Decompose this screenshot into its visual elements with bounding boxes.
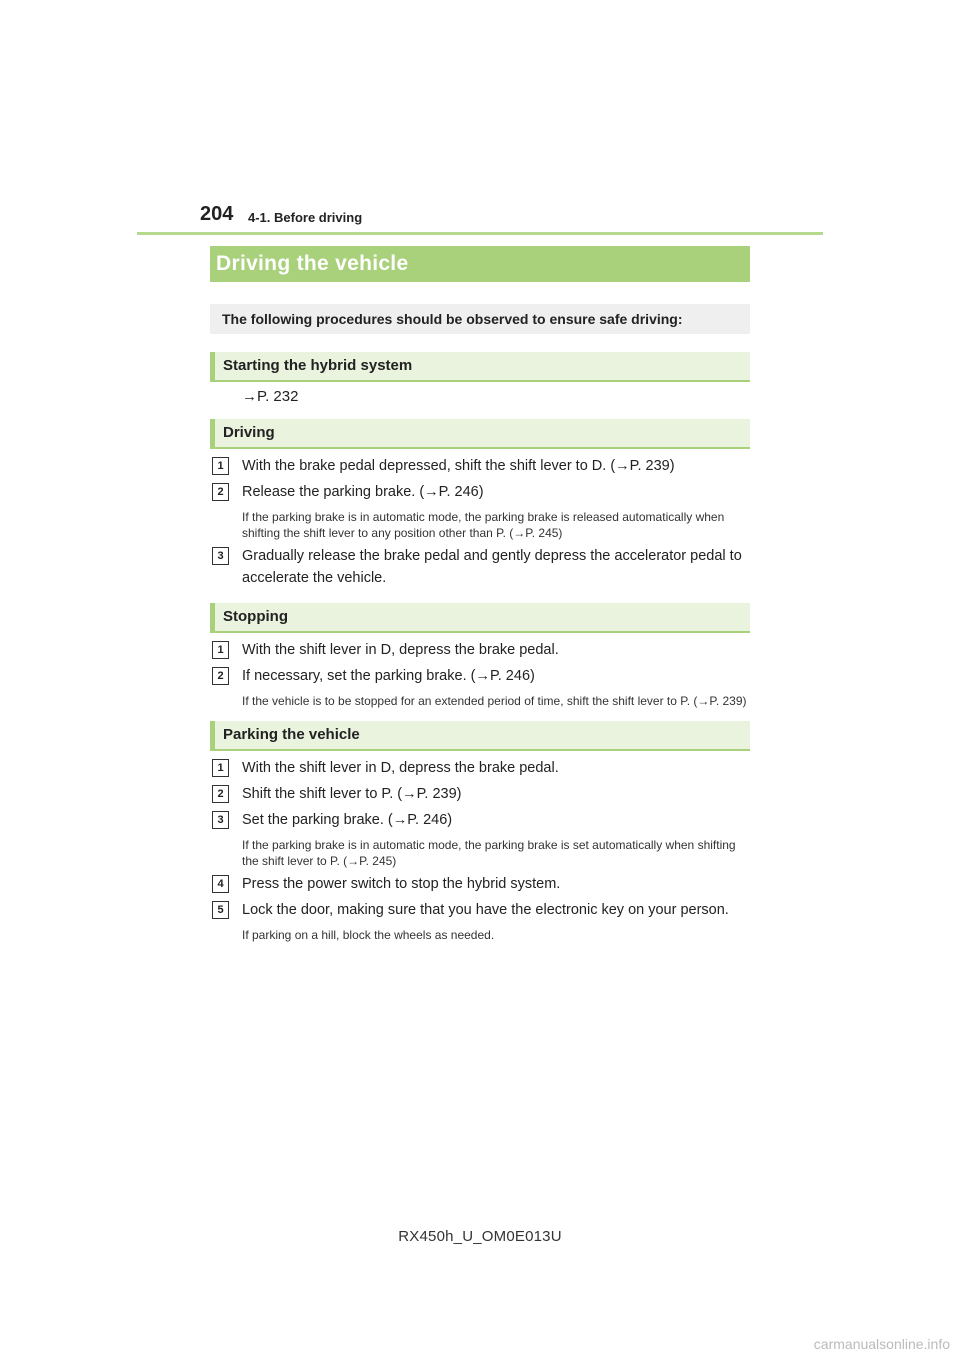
- stopping-steps: [210, 639, 750, 709]
- header-divider: [137, 232, 823, 235]
- step-item: [210, 783, 750, 805]
- step-text: With the shift lever in D, depress the brake pedal.: [242, 642, 559, 658]
- step-note: If the parking brake is in automatic mode, the parking brake is set automatically when shifting the shift lever to P. (→P. 245): [242, 838, 736, 868]
- step-number: 2: [212, 785, 229, 803]
- step-number: 1: [212, 759, 229, 777]
- step-item: [210, 809, 750, 831]
- section-label: 4-1. Before driving: [248, 210, 363, 225]
- section-heading-driving: Driving: [210, 419, 750, 449]
- step-text: Press the power switch to stop the hybrid system.: [242, 876, 561, 892]
- document-code: RX450h_U_OM0E013U: [398, 1228, 562, 1245]
- step-number: 2: [212, 667, 229, 685]
- step-item: [210, 757, 750, 779]
- section-heading-starting: Starting the hybrid system: [210, 352, 750, 382]
- step-number: 2: [212, 483, 229, 501]
- step-item: [210, 873, 750, 895]
- step-number: 1: [212, 641, 229, 659]
- step-text: With the brake pedal depressed, shift the shift lever to D. (→P. 239): [242, 458, 675, 474]
- step-text: Release the parking brake. (→P. 246): [242, 484, 484, 500]
- intro-text: The following procedures should be observed to ensure safe driving:: [210, 304, 750, 334]
- page-title: Driving the vehicle: [210, 246, 750, 282]
- step-text: If necessary, set the parking brake. (→P. 246): [242, 668, 535, 684]
- step-note: If parking on a hill, block the wheels as needed.: [242, 928, 495, 942]
- page-reference: →P. 232: [242, 388, 299, 405]
- step-text: Lock the door, making sure that you have the electronic key on your person.: [242, 902, 729, 918]
- step-number: 3: [212, 547, 229, 565]
- step-item: [210, 455, 750, 477]
- step-item: [210, 665, 750, 687]
- watermark-link[interactable]: carmanualsonline.info: [813, 1336, 950, 1352]
- step-text: Set the parking brake. (→P. 246): [242, 812, 453, 828]
- step-item: [210, 481, 750, 503]
- step-item: [210, 639, 750, 661]
- main-content: [210, 246, 750, 945]
- step-note: If the vehicle is to be stopped for an extended period of time, shift the shift lever to P. (→P. 239): [242, 694, 747, 708]
- parking-steps: [210, 757, 750, 943]
- step-item: [210, 899, 750, 921]
- page-number: 204: [200, 203, 234, 225]
- step-text: Gradually release the brake pedal and gently depress the accelerator pedal to accelerate the vehicle.: [242, 548, 742, 586]
- page-header: [200, 203, 822, 233]
- step-number: 4: [212, 875, 229, 893]
- section-heading-parking: Parking the vehicle: [210, 721, 750, 751]
- section-heading-stopping: Stopping: [210, 603, 750, 633]
- step-number: 5: [212, 901, 229, 919]
- step-number: 1: [212, 457, 229, 475]
- step-text: Shift the shift lever to P. (→P. 239): [242, 786, 462, 802]
- driving-steps: [210, 455, 750, 589]
- step-number: 3: [212, 811, 229, 829]
- step-note: If the parking brake is in automatic mode, the parking brake is released automatically when shifting the shift lever to any position other than P. (→P. 245): [242, 510, 725, 540]
- step-item: [210, 545, 750, 589]
- step-text: With the shift lever in D, depress the brake pedal.: [242, 760, 559, 776]
